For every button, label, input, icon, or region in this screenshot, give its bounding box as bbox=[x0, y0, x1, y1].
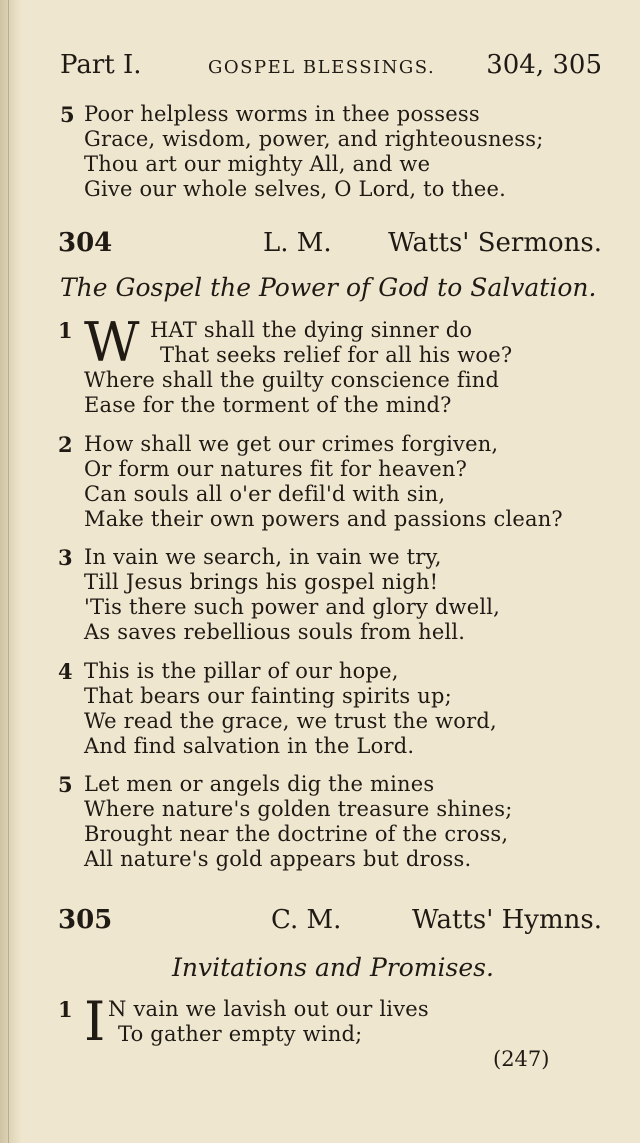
verse-line: Grace, wisdom, power, and righteousness; bbox=[84, 127, 544, 151]
verse-line: This is the pillar of our hope, bbox=[84, 659, 399, 683]
verse-line: Poor helpless worms in thee possess bbox=[84, 102, 480, 126]
hymn-author: Watts' Sermons. bbox=[388, 228, 602, 258]
verse-line: Can souls all o'er defil'd with sin, bbox=[84, 482, 446, 506]
stanza-number: 5 bbox=[58, 772, 73, 797]
hymn-number: 304 bbox=[58, 228, 113, 258]
drop-capital: I bbox=[84, 990, 106, 1053]
verse-line: HAT shall the dying sinner do bbox=[150, 318, 473, 342]
stanza-number: 3 bbox=[58, 545, 73, 570]
stanza-number: 4 bbox=[58, 659, 73, 684]
verse-line: And find salvation in the Lord. bbox=[84, 734, 415, 758]
hymn-heading bbox=[58, 905, 602, 939]
verse-line: Let men or angels dig the mines bbox=[84, 772, 435, 796]
page-gutter bbox=[0, 0, 22, 1143]
stanza-number: 5 bbox=[60, 102, 75, 127]
running-header bbox=[60, 50, 602, 82]
page-number: (247) bbox=[493, 1047, 550, 1071]
verse-line: Where nature's golden treasure shines; bbox=[84, 797, 513, 821]
gutter-line bbox=[8, 0, 9, 1143]
verse-line: Ease for the torment of the mind? bbox=[84, 393, 452, 417]
verse-line: Till Jesus brings his gospel nigh! bbox=[84, 570, 439, 594]
hymn-author: Watts' Hymns. bbox=[412, 905, 602, 935]
verse-line: That seeks relief for all his woe? bbox=[160, 343, 513, 367]
verse-line: As saves rebellious souls from hell. bbox=[84, 620, 466, 644]
part-label: Part I. bbox=[60, 50, 142, 80]
verse-line: Thou art our mighty All, and we bbox=[84, 152, 431, 176]
hymn-subtitle: Invitations and Promises. bbox=[172, 953, 494, 982]
hymn-meter: C. M. bbox=[271, 905, 342, 935]
verse-line: We read the grace, we trust the word, bbox=[84, 709, 497, 733]
stanza-number: 2 bbox=[58, 432, 73, 457]
verse-line: All nature's gold appears but dross. bbox=[84, 847, 472, 871]
hymn-range: 304, 305 bbox=[486, 50, 602, 80]
verse-line: N vain we lavish out our lives bbox=[108, 997, 429, 1021]
verse-line: Make their own powers and passions clean? bbox=[84, 507, 563, 531]
stanza-number: 1 bbox=[58, 318, 73, 343]
verse-line: Where shall the guilty conscience find bbox=[84, 368, 500, 392]
verse-line: How shall we get our crimes forgiven, bbox=[84, 432, 499, 456]
section-title: GOSPEL BLESSINGS. bbox=[208, 57, 436, 78]
verse-line: Brought near the doctrine of the cross, bbox=[84, 822, 509, 846]
stanza-number: 1 bbox=[58, 997, 73, 1022]
drop-capital: W bbox=[84, 311, 140, 374]
hymn-heading bbox=[58, 228, 602, 262]
verse-line: Or form our natures fit for heaven? bbox=[84, 457, 468, 481]
verse-line: In vain we search, in vain we try, bbox=[84, 545, 442, 569]
verse-line: To gather empty wind; bbox=[118, 1022, 363, 1046]
hymn-number: 305 bbox=[58, 905, 113, 935]
hymn-subtitle: The Gospel the Power of God to Salvation. bbox=[60, 273, 597, 302]
verse-line: That bears our fainting spirits up; bbox=[84, 684, 452, 708]
hymn-meter: L. M. bbox=[263, 228, 332, 258]
verse-line: Give our whole selves, O Lord, to thee. bbox=[84, 177, 507, 201]
verse-line: 'Tis there such power and glory dwell, bbox=[84, 595, 501, 619]
